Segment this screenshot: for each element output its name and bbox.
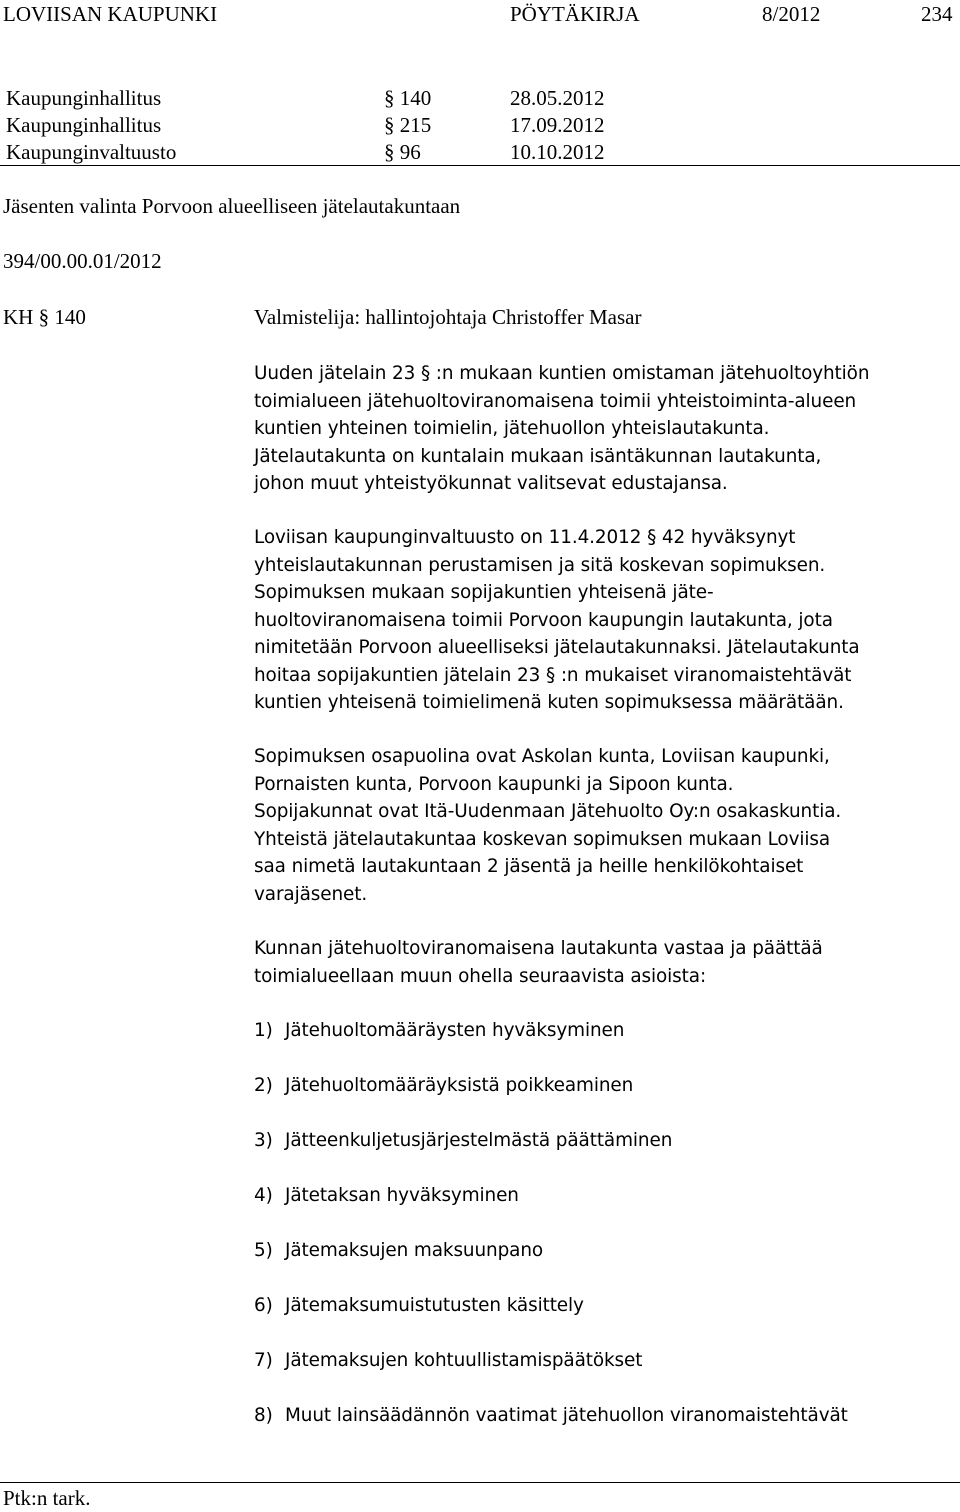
list-item-text: Jätehuoltomääräysten hyväksyminen	[285, 1020, 625, 1041]
paragraph-3	[254, 743, 954, 908]
list-item	[254, 1347, 642, 1375]
header-city: LOVIISAN KAUPUNKI	[3, 2, 218, 26]
header-doc-type: PÖYTÄKIRJA	[510, 2, 640, 26]
paragraph-line: Yhteistä jätelautakuntaa koskevan sopimuksen mukaan Loviisa	[254, 828, 831, 850]
list-item-number: 2)	[254, 1075, 273, 1096]
list-item	[254, 1017, 624, 1045]
list-item-number: 7)	[254, 1350, 273, 1371]
meeting-date-1: 28.05.2012	[510, 86, 605, 110]
meeting-body-2: Kaupunginhallitus	[6, 113, 162, 137]
kh-section-ref: KH § 140	[3, 305, 86, 329]
list-item-text: Jätteenkuljetusjärjestelmästä päättäminen	[285, 1130, 673, 1151]
list-item-text: Jätemaksumuistutusten käsittely	[285, 1295, 584, 1316]
footer-divider	[0, 1482, 960, 1483]
list-item-text: Muut lainsäädännön vaatimat jätehuollon viranomaistehtävät	[285, 1405, 848, 1426]
meeting-date-2: 17.09.2012	[510, 113, 605, 137]
meeting-date-3: 10.10.2012	[510, 140, 605, 164]
paragraph-line: Pornaisten kunta, Porvoon kaupunki ja Sipoon kunta.	[254, 773, 734, 795]
paragraph-1	[254, 360, 954, 498]
list-item-number: 3)	[254, 1130, 273, 1151]
document-title: Jäsenten valinta Porvoon alueelliseen jätelautakuntaan	[3, 194, 461, 218]
footer-initials-label: Ptk:n tark.	[3, 1486, 91, 1510]
paragraph-line: Kunnan jätehuoltoviranomaisena lautakunta vastaa ja päättää	[254, 938, 823, 959]
preparer-line: Valmistelija: hallintojohtaja Christoffer Masar	[254, 305, 642, 329]
header-page-number: 234	[921, 2, 953, 26]
meeting-section-1: § 140	[384, 86, 432, 110]
paragraph-line: Sopimuksen osapuolina ovat Askolan kunta, Loviisan kaupunki,	[254, 746, 830, 767]
paragraph-line: kuntien yhteinen toimielin, jätehuollon yhteislautakunta.	[254, 418, 770, 439]
paragraph-line: kuntien yhteisenä toimielimenä kuten sopimuksessa määrätään.	[254, 692, 844, 713]
paragraph-line: toimialueen jätehuoltoviranomaisena toimii yhteistoiminta-alueen	[254, 390, 857, 412]
paragraph-line: Sopijakunnat ovat Itä-Uudenmaan Jätehuolto Oy:n osakaskuntia.	[254, 801, 842, 822]
paragraph-2	[254, 524, 954, 717]
paragraph-line: huoltoviranomaisena toimii Porvoon kaupungin lautakunta, jota	[254, 609, 833, 631]
list-item-number: 4)	[254, 1185, 273, 1206]
list-item-number: 1)	[254, 1020, 273, 1041]
paragraph-4	[254, 935, 954, 990]
paragraph-line: Loviisan kaupunginvaltuusto on 11.4.2012 § 42 hyväksynyt	[254, 527, 796, 548]
diary-number: 394/00.00.01/2012	[3, 249, 162, 273]
paragraph-line: hoitaa sopijakuntien jätelain 23 § :n mukaiset viranomaistehtävät	[254, 664, 852, 686]
header-divider	[0, 165, 960, 166]
paragraph-line: varajäsenet.	[254, 883, 368, 905]
paragraph-line: toimialueellaan muun ohella seuraavista asioista:	[254, 965, 707, 987]
paragraph-line: Sopimuksen mukaan sopijakuntien yhteisenä jäte-	[254, 582, 714, 603]
paragraph-line: johon muut yhteistyökunnat valitsevat edustajansa.	[254, 473, 728, 494]
paragraph-line: nimitetään Porvoon alueelliseksi jätelautakunnaksi. Jätelautakunta	[254, 637, 860, 658]
list-item-text: Jätehuoltomääräyksistä poikkeaminen	[285, 1075, 634, 1096]
list-item	[254, 1127, 672, 1155]
paragraph-line: Jätelautakunta on kuntalain mukaan isäntäkunnan lautakunta,	[254, 445, 822, 467]
header-issue: 8/2012	[762, 2, 821, 26]
list-item-text: Jätemaksujen maksuunpano	[285, 1240, 544, 1261]
list-item-text: Jätemaksujen kohtuullistamispäätökset	[285, 1350, 643, 1371]
list-item	[254, 1237, 543, 1265]
meeting-section-2: § 215	[384, 113, 432, 137]
meeting-section-3: § 96	[384, 140, 421, 164]
paragraph-line: yhteislautakunnan perustamisen ja sitä koskevan sopimuksen.	[254, 554, 826, 576]
paragraph-line: Uuden jätelain 23 § :n mukaan kuntien omistaman jätehuoltoyhtiön	[254, 363, 870, 384]
list-item-number: 8)	[254, 1405, 273, 1426]
list-item	[254, 1072, 633, 1100]
list-item	[254, 1402, 848, 1430]
list-item-number: 6)	[254, 1295, 273, 1316]
list-item-number: 5)	[254, 1240, 273, 1261]
list-item-text: Jätetaksan hyväksyminen	[285, 1185, 519, 1206]
list-item	[254, 1182, 519, 1210]
list-item	[254, 1292, 584, 1320]
meeting-body-1: Kaupunginhallitus	[6, 86, 162, 110]
paragraph-line: saa nimetä lautakuntaan 2 jäsentä ja heille henkilökohtaiset	[254, 856, 804, 877]
meeting-body-3: Kaupunginvaltuusto	[6, 140, 177, 164]
